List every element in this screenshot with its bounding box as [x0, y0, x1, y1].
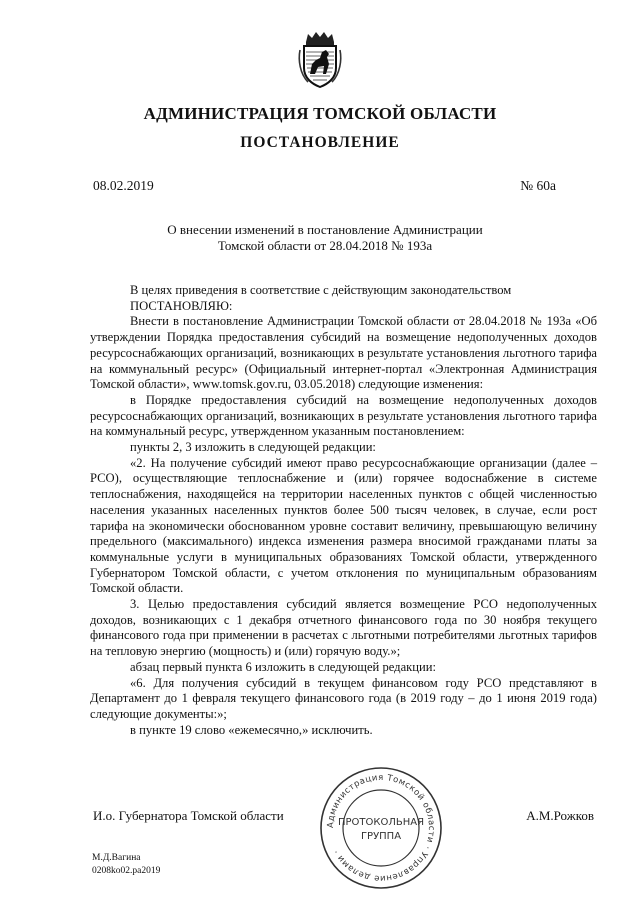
body-paragraph: «2. На получение субсидий имеют право ресурсоснабжающие организации (далее – РСО), осуществляющие теплоснабжение и (или) горячее водоснабжение в системе теплоснабжения, находящейся на территории населенных пунктов с общей численностью населения указанных населенных пунктов более 500 тысяч человек, в случае, если рост тарифа на экономически обоснованном уровне составит величину, превышающую величину предельного (максимального) индекса изменения размера вносимой гражданами платы за коммунальные услуги в муниципальных образованиях Томской области, утвержденного Губернатором Томской области, с учетом отклонения по муниципальным образованиям Томской области. — [90, 455, 597, 596]
document-subject — [140, 222, 510, 254]
svg-text:Администрация Томской области: Администрация Томской области · Управление делами · — [325, 772, 437, 884]
document-file-reference: 0208ko02.pa2019 — [92, 866, 161, 876]
body-paragraph: «6. Для получения субсидий в текущем финансовом году РСО представляют в Департамент до 1 февраля текущего финансового года (в 2019 году – до 1 июня 2019 года) следующие документы:»; — [90, 675, 597, 721]
coat-of-arms-emblem — [296, 30, 344, 88]
document-number: № 60а — [520, 178, 556, 193]
seal-center-line-2: ГРУППА — [360, 831, 402, 842]
document-date: 08.02.2019 — [93, 178, 154, 193]
document-body — [90, 283, 597, 738]
signatory-position: И.о. Губернатора Томской области — [93, 808, 284, 823]
body-paragraph: абзац первый пункта 6 изложить в следующей редакции: — [130, 659, 436, 674]
official-seal-stamp — [318, 765, 444, 891]
signatory-name: А.М.Рожков — [526, 808, 594, 823]
organization-title: АДМИНИСТРАЦИЯ ТОМСКОЙ ОБЛАСТИ — [143, 104, 497, 123]
body-paragraph: В целях приведения в соответствие с действующим законодательством — [130, 283, 512, 297]
body-paragraph: в Порядке предоставления субсидий на возмещение недополученных доходов ресурсоснабжающих организаций, возникающих в результате установления льготного тарифа на коммунальный ресурс, утвержденном указанным постановлением: — [90, 392, 597, 439]
executor-name: М.Д.Вагина — [92, 853, 141, 863]
executor-block — [92, 852, 160, 878]
subject-line-2: Томской области от 28.04.2018 № 193а — [217, 238, 433, 253]
body-paragraph: 3. Целью предоставления субсидий является возмещение РСО недополученных доходов, возникающих с 1 декабря отчетного финансового года по 30 ноября текущего финансового года при применении в расчетах с льготными потребителями льготных тарифов на тепловую энергию (мощность) и (или) горячую воду.»; — [90, 597, 597, 659]
resolution-keyword: ПОСТАНОВЛЯЮ: — [130, 298, 233, 313]
document-type-heading: ПОСТАНОВЛЕНИЕ — [240, 134, 400, 151]
subject-line-1: О внесении изменений в постановление Администрации — [167, 222, 483, 237]
body-paragraph: пункты 2, 3 изложить в следующей редакции: — [130, 440, 376, 455]
body-paragraph: в пункте 19 слово «ежемесячно,» исключить. — [130, 722, 373, 737]
body-paragraph: Внести в постановление Администрации Томской области от 28.04.2018 № 193а «Об утверждении Порядка предоставления субсидий на возмещение недополученных доходов ресурсоснабжающих организаций, возникающих в результате установления льготного тарифа на коммунальный ресурс» (Официальный интернет-портал «Электронная Администрация Томской области», www.tomsk.gov.ru, 03.05.2018) следующие изменения: — [90, 314, 597, 392]
seal-center-line-1: ПРОТОКОЛЬНАЯ — [337, 817, 425, 828]
